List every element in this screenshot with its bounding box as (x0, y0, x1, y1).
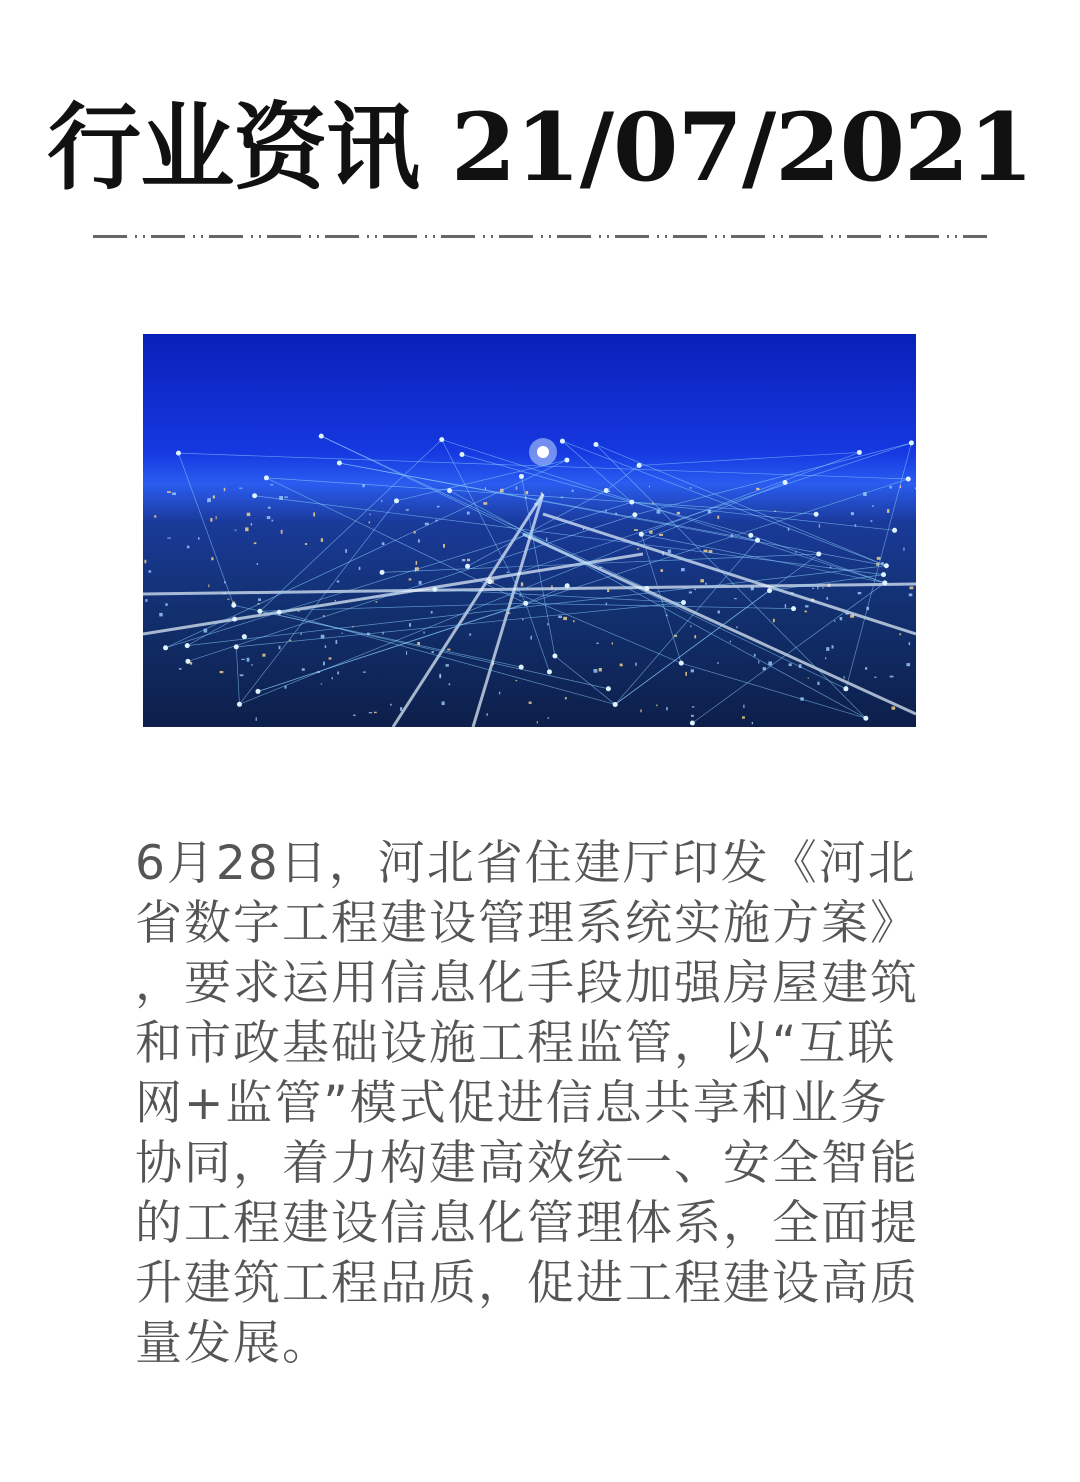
article-line: 网+监管”模式促进信息共享和业务 (135, 1076, 889, 1131)
article-line: 升建筑工程品质，促进工程建设高质 (135, 1256, 919, 1311)
article-body (135, 834, 945, 1374)
article-line: 的工程建设信息化管理体系，全面提 (135, 1196, 919, 1251)
page-title: 行业资讯 21/07/2021 (47, 93, 1033, 203)
article-line: 和市政基础设施工程监管，以“互联 (135, 1016, 897, 1071)
article-line: 协同，着力构建高效统一、安全智能 (135, 1136, 919, 1191)
article-line: 6月28日，河北省住建厅印发《河北 (135, 836, 917, 891)
dash-dot-divider (93, 234, 987, 239)
article-line: ，要求运用信息化手段加强房屋建筑 (135, 956, 919, 1011)
article-line: 省数字工程建设管理系统实施方案》 (135, 896, 919, 951)
smart-city-network-image (143, 334, 916, 727)
article-line: 量发展。 (135, 1316, 331, 1371)
